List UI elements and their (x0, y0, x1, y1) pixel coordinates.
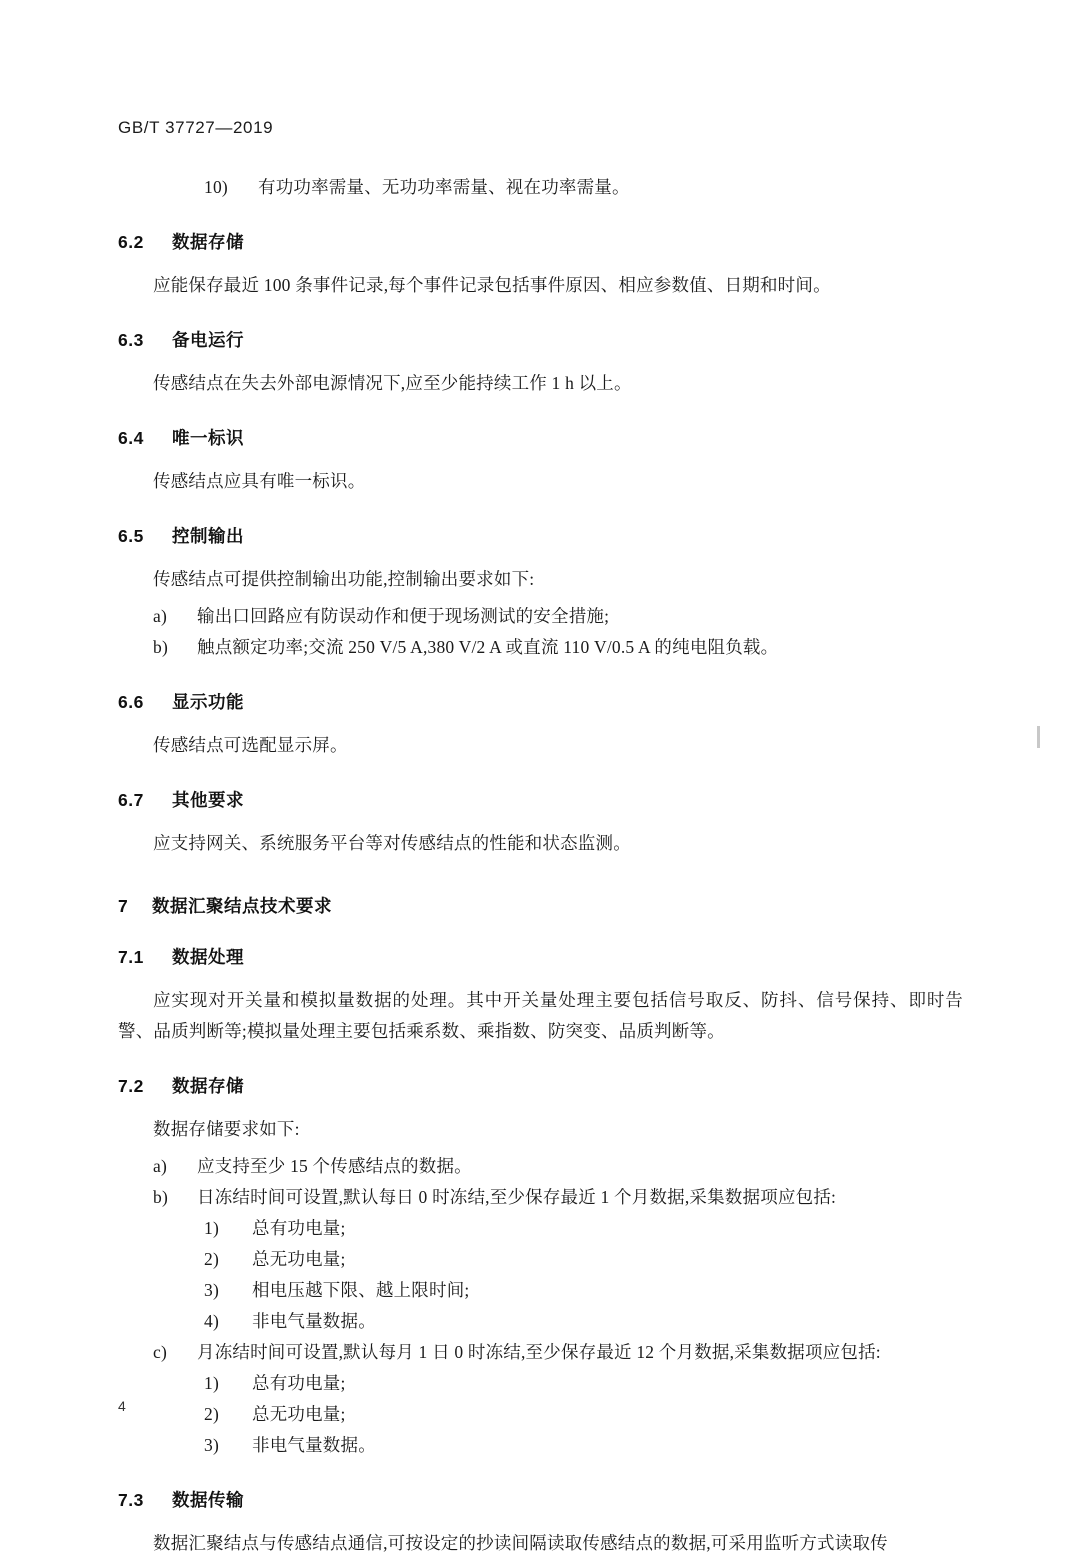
section-title: 唯一标识 (172, 428, 244, 448)
section-heading-6-5 (118, 523, 963, 548)
edge-margin-mark (1037, 726, 1040, 748)
section-number: 6.6 (118, 692, 144, 712)
section-heading-6-2 (118, 229, 963, 254)
list-item (118, 1306, 963, 1337)
list-marker: c) (153, 1342, 167, 1362)
paragraph: 数据存储要求如下: (153, 1119, 300, 1139)
chapter-title: 数据汇聚结点技术要求 (152, 896, 332, 916)
list-item (118, 1368, 963, 1399)
list-text: 月冻结时间可设置,默认每月 1 日 0 时冻结,至少保存最近 12 个月数据,采集数据项应包括: (197, 1342, 881, 1362)
list-text: 输出口回路应有防误动作和便于现场测试的安全措施; (197, 606, 610, 626)
section-title: 备电运行 (172, 330, 244, 350)
page-number: 4 (118, 1398, 126, 1414)
section-title: 数据传输 (172, 1490, 244, 1510)
standard-id-header: GB/T 37727—2019 (118, 118, 274, 137)
paragraph: 数据汇聚结点与传感结点通信,可按设定的抄读间隔读取传感结点的数据,可采用监听方式读取传 (153, 1533, 888, 1553)
section-number: 7.1 (118, 947, 144, 967)
list-marker: a) (153, 606, 167, 626)
section-title: 控制输出 (172, 526, 244, 546)
list-item (118, 601, 963, 632)
section-heading-6-6 (118, 689, 963, 714)
section-title: 显示功能 (172, 692, 244, 712)
list-text: 应支持至少 15 个传感结点的数据。 (197, 1156, 472, 1176)
section-title: 数据处理 (172, 947, 244, 967)
list-marker: b) (153, 1187, 168, 1207)
list-item (118, 1213, 963, 1244)
section-heading-6-3 (118, 327, 963, 352)
list-text: 触点额定功率;交流 250 V/5 A,380 V/2 A 或直流 110 V/0.5 A 的纯电阻负载。 (197, 637, 779, 657)
list-item (118, 1337, 963, 1368)
list-marker: 4) (204, 1311, 219, 1331)
list-marker: b) (153, 637, 168, 657)
list-marker: 1) (204, 1218, 219, 1238)
list-item (118, 172, 963, 203)
section-number: 7.2 (118, 1076, 144, 1096)
paragraph: 传感结点应具有唯一标识。 (153, 471, 366, 491)
list-text: 总有功电量; (252, 1373, 346, 1393)
list-item (118, 1430, 963, 1461)
list-text: 相电压越下限、越上限时间; (252, 1280, 470, 1300)
list-text: 非电气量数据。 (252, 1435, 376, 1455)
paragraph: 传感结点可选配显示屏。 (153, 735, 348, 755)
section-heading-6-4 (118, 425, 963, 450)
section-heading-7-3 (118, 1487, 963, 1512)
list-item (118, 632, 963, 663)
list-marker: 3) (204, 1280, 219, 1300)
list-item (118, 1275, 963, 1306)
list-item (118, 1399, 963, 1430)
list-marker: 2) (204, 1404, 219, 1424)
section-title: 其他要求 (172, 790, 244, 810)
list-marker: 3) (204, 1435, 219, 1455)
section-title: 数据存储 (172, 1076, 244, 1096)
list-marker: 1) (204, 1373, 219, 1393)
section-heading-7-2 (118, 1073, 963, 1098)
paragraph: 传感结点在失去外部电源情况下,应至少能持续工作 1 h 以上。 (153, 373, 632, 393)
paragraph: 应实现对开关量和模拟量数据的处理。其中开关量处理主要包括信号取反、防抖、信号保持、即时告警、品质判断等;模拟量处理主要包括乘系数、乘指数、防突变、品质判断等。 (118, 990, 963, 1041)
chapter-heading-7 (118, 893, 963, 918)
list-text: 总有功电量; (252, 1218, 346, 1238)
paragraph: 传感结点可提供控制输出功能,控制输出要求如下: (153, 569, 535, 589)
section-number: 6.7 (118, 790, 144, 810)
section-number: 6.5 (118, 526, 144, 546)
section-heading-6-7 (118, 787, 963, 812)
list-item (118, 1244, 963, 1275)
section-number: 6.2 (118, 232, 144, 252)
list-text: 有功功率需量、无功功率需量、视在功率需量。 (258, 177, 630, 197)
section-heading-7-1 (118, 944, 963, 969)
section-number: 7.3 (118, 1490, 144, 1510)
section-title: 数据存储 (172, 232, 244, 252)
list-text: 日冻结时间可设置,默认每日 0 时冻结,至少保存最近 1 个月数据,采集数据项应包括: (197, 1187, 837, 1207)
list-text: 总无功电量; (252, 1404, 346, 1424)
chapter-number: 7 (118, 896, 129, 916)
page-content (118, 118, 963, 1565)
paragraph: 应支持网关、系统服务平台等对传感结点的性能和状态监测。 (153, 833, 631, 853)
list-item (118, 1182, 963, 1213)
section-number: 6.3 (118, 330, 144, 350)
list-text: 总无功电量; (252, 1249, 346, 1269)
list-marker: a) (153, 1156, 167, 1176)
list-marker: 2) (204, 1249, 219, 1269)
paragraph: 应能保存最近 100 条事件记录,每个事件记录包括事件原因、相应参数值、日期和时间。 (153, 275, 831, 295)
list-item (118, 1151, 963, 1182)
list-text: 非电气量数据。 (252, 1311, 376, 1331)
list-marker: 10) (204, 177, 228, 197)
section-number: 6.4 (118, 428, 144, 448)
